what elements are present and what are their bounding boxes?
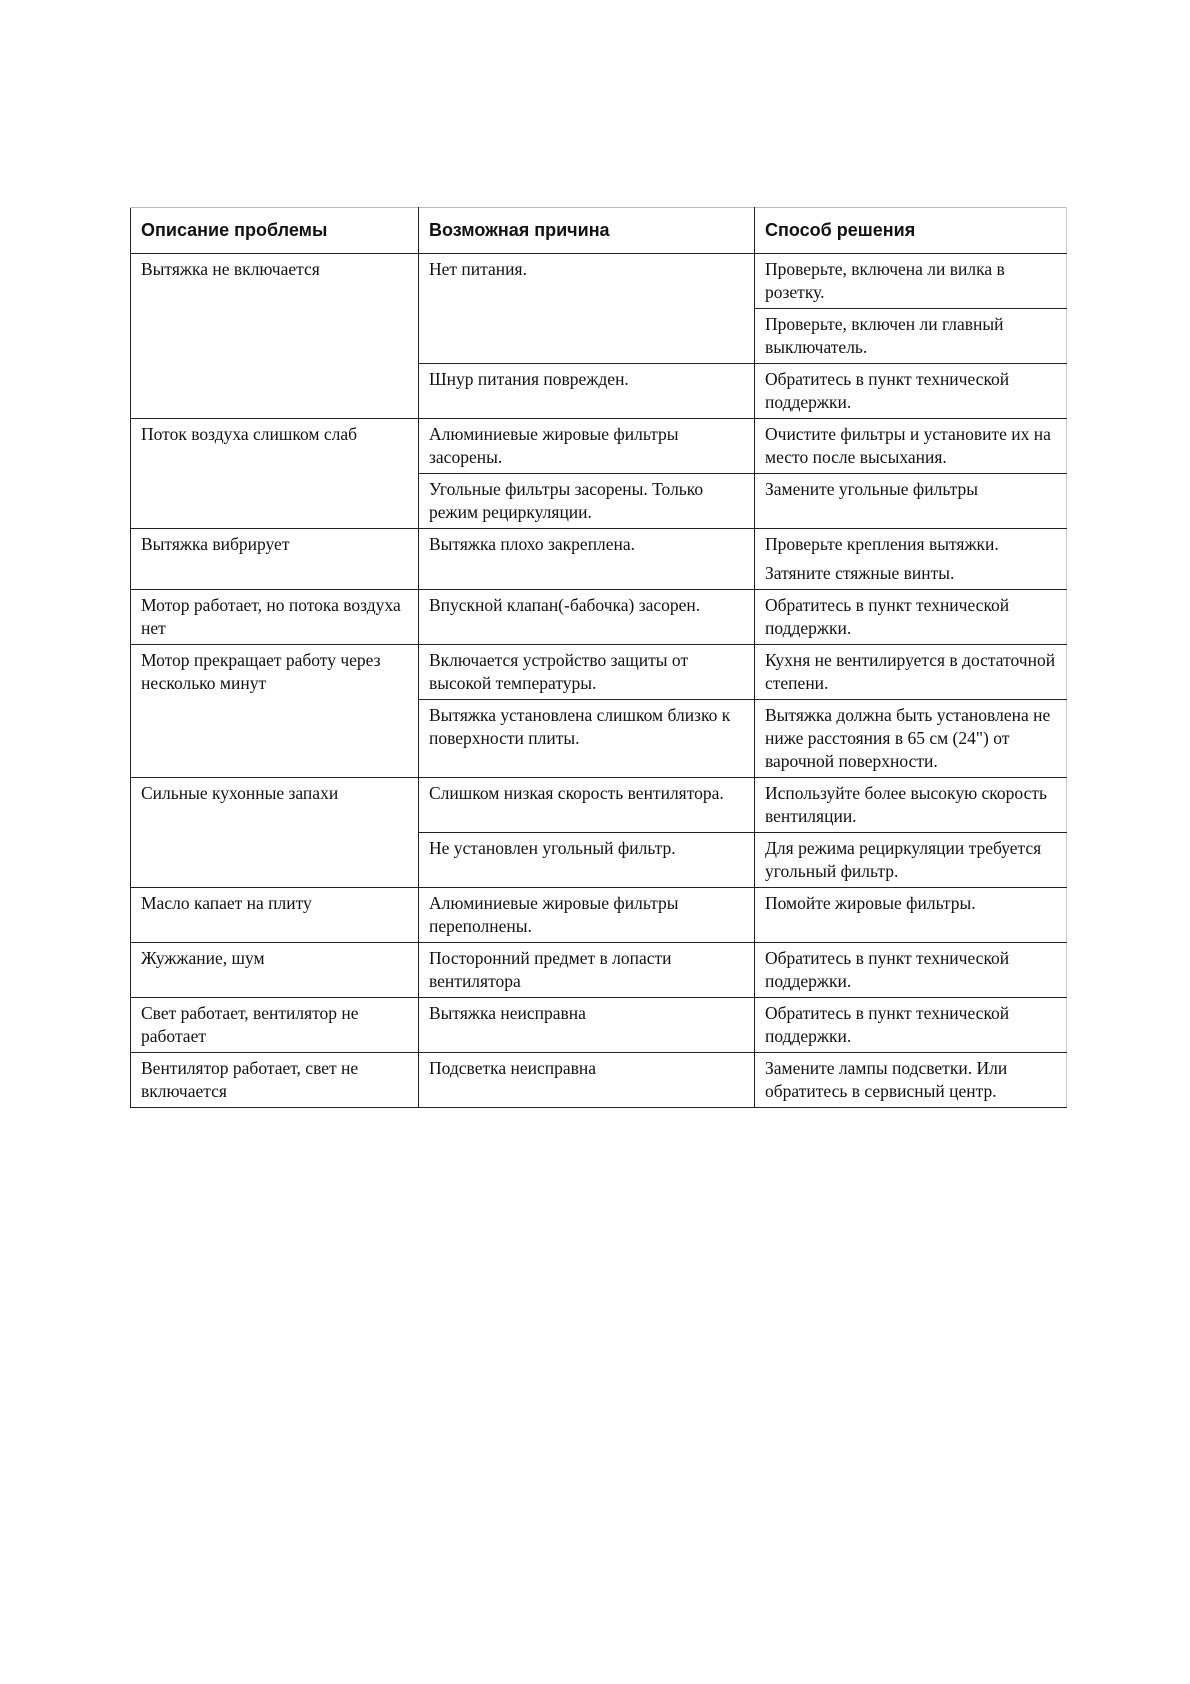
solution-text: Замените угольные фильтры xyxy=(765,479,979,499)
cause-cell: Алюминиевые жировые фильтры переполнены. xyxy=(419,888,755,943)
cause-cell: Нет питания. xyxy=(419,254,755,364)
troubleshooting-table xyxy=(130,207,1067,1108)
solution-text: Кухня не вентилируется в достаточной степени. xyxy=(765,650,1056,693)
cause-cell: Вытяжка установлена слишком близко к поверхности плиты. xyxy=(419,700,755,778)
solution-text: Используйте более высокую скорость вентиляции. xyxy=(765,783,1047,826)
solution-text: Обратитесь в пункт технической поддержки. xyxy=(765,369,1010,412)
table-row xyxy=(131,1053,1067,1108)
table-body xyxy=(131,254,1067,1108)
problem-cell: Сильные кухонные запахи xyxy=(131,778,419,888)
solution-cell xyxy=(755,474,1067,529)
solution-text: Обратитесь в пункт технической поддержки. xyxy=(765,1003,1010,1046)
solution-cell xyxy=(755,998,1067,1053)
problem-cell: Вытяжка вибрирует xyxy=(131,529,419,590)
cause-cell: Вытяжка неисправна xyxy=(419,998,755,1053)
solution-text: Помойте жировые фильтры. xyxy=(765,893,976,913)
problem-cell: Мотор работает, но потока воздуха нет xyxy=(131,590,419,645)
solution-text: Проверьте, включен ли главный выключатель. xyxy=(765,314,1004,357)
problem-cell: Поток воздуха слишком слаб xyxy=(131,419,419,529)
cause-cell: Шнур питания поврежден. xyxy=(419,364,755,419)
table-row xyxy=(131,529,1067,590)
cause-cell: Вытяжка плохо закреплена. xyxy=(419,529,755,590)
problem-cell: Жужжание, шум xyxy=(131,943,419,998)
cause-cell: Слишком низкая скорость вентилятора. xyxy=(419,778,755,833)
solution-text: Для режима рециркуляции требуется угольный фильтр. xyxy=(765,838,1042,881)
solution-text: Замените лампы подсветки. Или обратитесь в сервисный центр. xyxy=(765,1058,1008,1101)
solution-text: Затяните стяжные винты. xyxy=(765,563,955,583)
cause-cell: Подсветка неисправна xyxy=(419,1053,755,1108)
solution-text: Обратитесь в пункт технической поддержки. xyxy=(765,948,1010,991)
problem-cell: Мотор прекращает работу через несколько минут xyxy=(131,645,419,778)
cause-cell: Угольные фильтры засорены. Только режим рециркуляции. xyxy=(419,474,755,529)
solution-cell xyxy=(755,254,1067,309)
solution-cell xyxy=(755,833,1067,888)
solution-cell xyxy=(755,1053,1067,1108)
table-row xyxy=(131,419,1067,474)
solution-text: Вытяжка должна быть установлена не ниже расстояния в 65 см (24") от варочной поверхности. xyxy=(765,705,1051,771)
problem-cell: Масло капает на плиту xyxy=(131,888,419,943)
solution-cell xyxy=(755,419,1067,474)
cause-cell: Включается устройство защиты от высокой температуры. xyxy=(419,645,755,700)
table-row xyxy=(131,645,1067,700)
table-row xyxy=(131,943,1067,998)
header-solution: Способ решения xyxy=(755,208,1067,254)
solution-cell xyxy=(755,309,1067,364)
solution-text: Очистите фильтры и установите их на место после высыхания. xyxy=(765,424,1051,467)
cause-cell: Впускной клапан(-бабочка) засорен. xyxy=(419,590,755,645)
table-row xyxy=(131,998,1067,1053)
solution-cell xyxy=(755,778,1067,833)
header-problem: Описание проблемы xyxy=(131,208,419,254)
table-row xyxy=(131,778,1067,833)
cause-cell: Алюминиевые жировые фильтры засорены. xyxy=(419,419,755,474)
cause-cell: Посторонний предмет в лопасти вентилятора xyxy=(419,943,755,998)
solution-text: Проверьте крепления вытяжки. xyxy=(765,534,999,554)
solution-text: Обратитесь в пункт технической поддержки. xyxy=(765,595,1010,638)
solution-cell xyxy=(755,590,1067,645)
cause-cell: Не установлен угольный фильтр. xyxy=(419,833,755,888)
solution-text: Проверьте, включена ли вилка в розетку. xyxy=(765,259,1005,302)
header-cause: Возможная причина xyxy=(419,208,755,254)
solution-cell xyxy=(755,700,1067,778)
table-row xyxy=(131,590,1067,645)
solution-cell xyxy=(755,943,1067,998)
table-row xyxy=(131,888,1067,943)
solution-cell xyxy=(755,364,1067,419)
table-row xyxy=(131,254,1067,309)
solution-cell xyxy=(755,888,1067,943)
solution-cell xyxy=(755,529,1067,590)
problem-cell: Вытяжка не включается xyxy=(131,254,419,419)
problem-cell: Свет работает, вентилятор не работает xyxy=(131,998,419,1053)
problem-cell: Вентилятор работает, свет не включается xyxy=(131,1053,419,1108)
solution-cell xyxy=(755,645,1067,700)
table-header-row xyxy=(131,208,1067,254)
